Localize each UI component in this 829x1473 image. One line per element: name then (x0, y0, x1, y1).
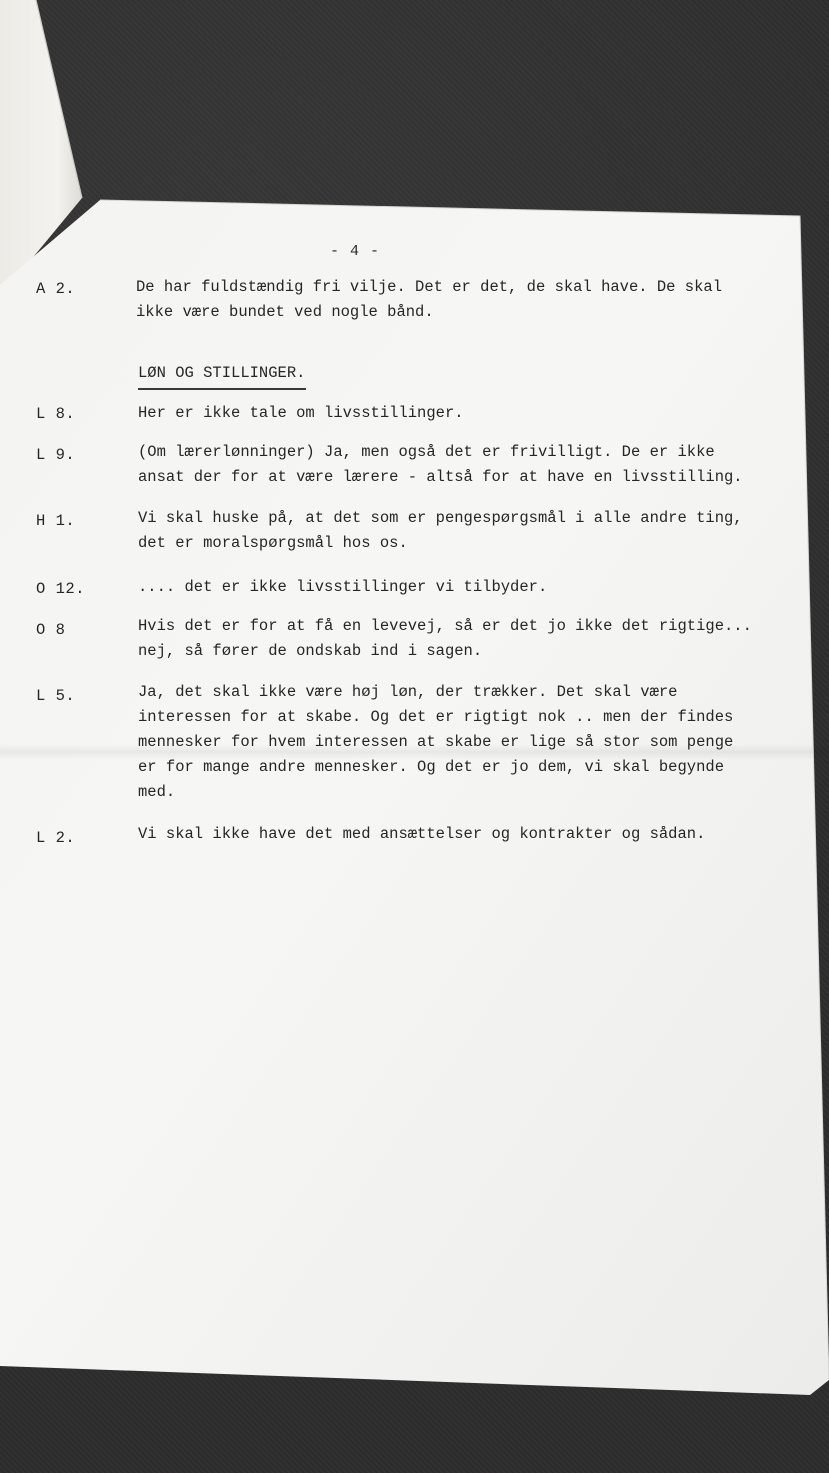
speaker-label: A 2. (36, 280, 76, 298)
heading-underline (138, 388, 306, 390)
statement-text (138, 822, 705, 847)
statement-line: (Om lærerlønninger) Ja, men også det er frivilligt. De er ikke (138, 443, 715, 461)
statement-line: De har fuldstændig fri vilje. Det er det, de skal have. De skal (136, 278, 722, 296)
statement-line: mennesker for hvem interessen at skabe er lige så stor som penge (138, 733, 734, 751)
statement-line: Ja, det skal ikke være høj løn, der trækker. Det skal være (138, 683, 678, 701)
statement-text (136, 275, 722, 325)
statement-line: med. (138, 783, 176, 801)
section-heading: LØN OG STILLINGER. (138, 364, 306, 382)
statement-line: Vi skal ikke have det med ansættelser og kontrakter og sådan. (138, 825, 706, 843)
statement-text (138, 506, 743, 556)
statement-text (138, 401, 464, 426)
speaker-label: H 1. (36, 512, 76, 530)
page-number: - 4 - (330, 243, 381, 260)
statement-line: det er moralspørgsmål hos os. (138, 534, 408, 552)
speaker-label: L 8. (36, 405, 76, 423)
statement-line: Her er ikke tale om livsstillinger. (138, 404, 464, 422)
statement-line: nej, så fører de ondskab ind i sagen. (138, 642, 483, 660)
speaker-label: L 5. (36, 687, 76, 705)
statement-text (138, 614, 752, 664)
statement-line: ansat der for at være lærere - altså for at have en livsstilling. (138, 468, 743, 486)
statement-line: ikke være bundet ved nogle bånd. (136, 303, 434, 321)
statement-text (138, 575, 547, 600)
speaker-label: L 2. (36, 829, 76, 847)
statement-line: er for mange andre mennesker. Og det er jo dem, vi skal begynde (138, 758, 724, 776)
speaker-label: O 8 (36, 621, 66, 639)
statement-line: Hvis det er for at få en levevej, så er det jo ikke det rigtige... (138, 617, 752, 635)
statement-line: .... det er ikke livsstillinger vi tilbyder. (138, 578, 548, 596)
statement-text (138, 680, 733, 805)
speaker-label: O 12. (36, 580, 86, 598)
statement-text (138, 440, 743, 490)
statement-line: interessen for at skabe. Og det er rigtigt nok .. men der findes (138, 708, 734, 726)
statement-line: Vi skal huske på, at det som er pengespørgsmål i alle andre ting, (138, 509, 743, 527)
speaker-label: L 9. (36, 446, 76, 464)
